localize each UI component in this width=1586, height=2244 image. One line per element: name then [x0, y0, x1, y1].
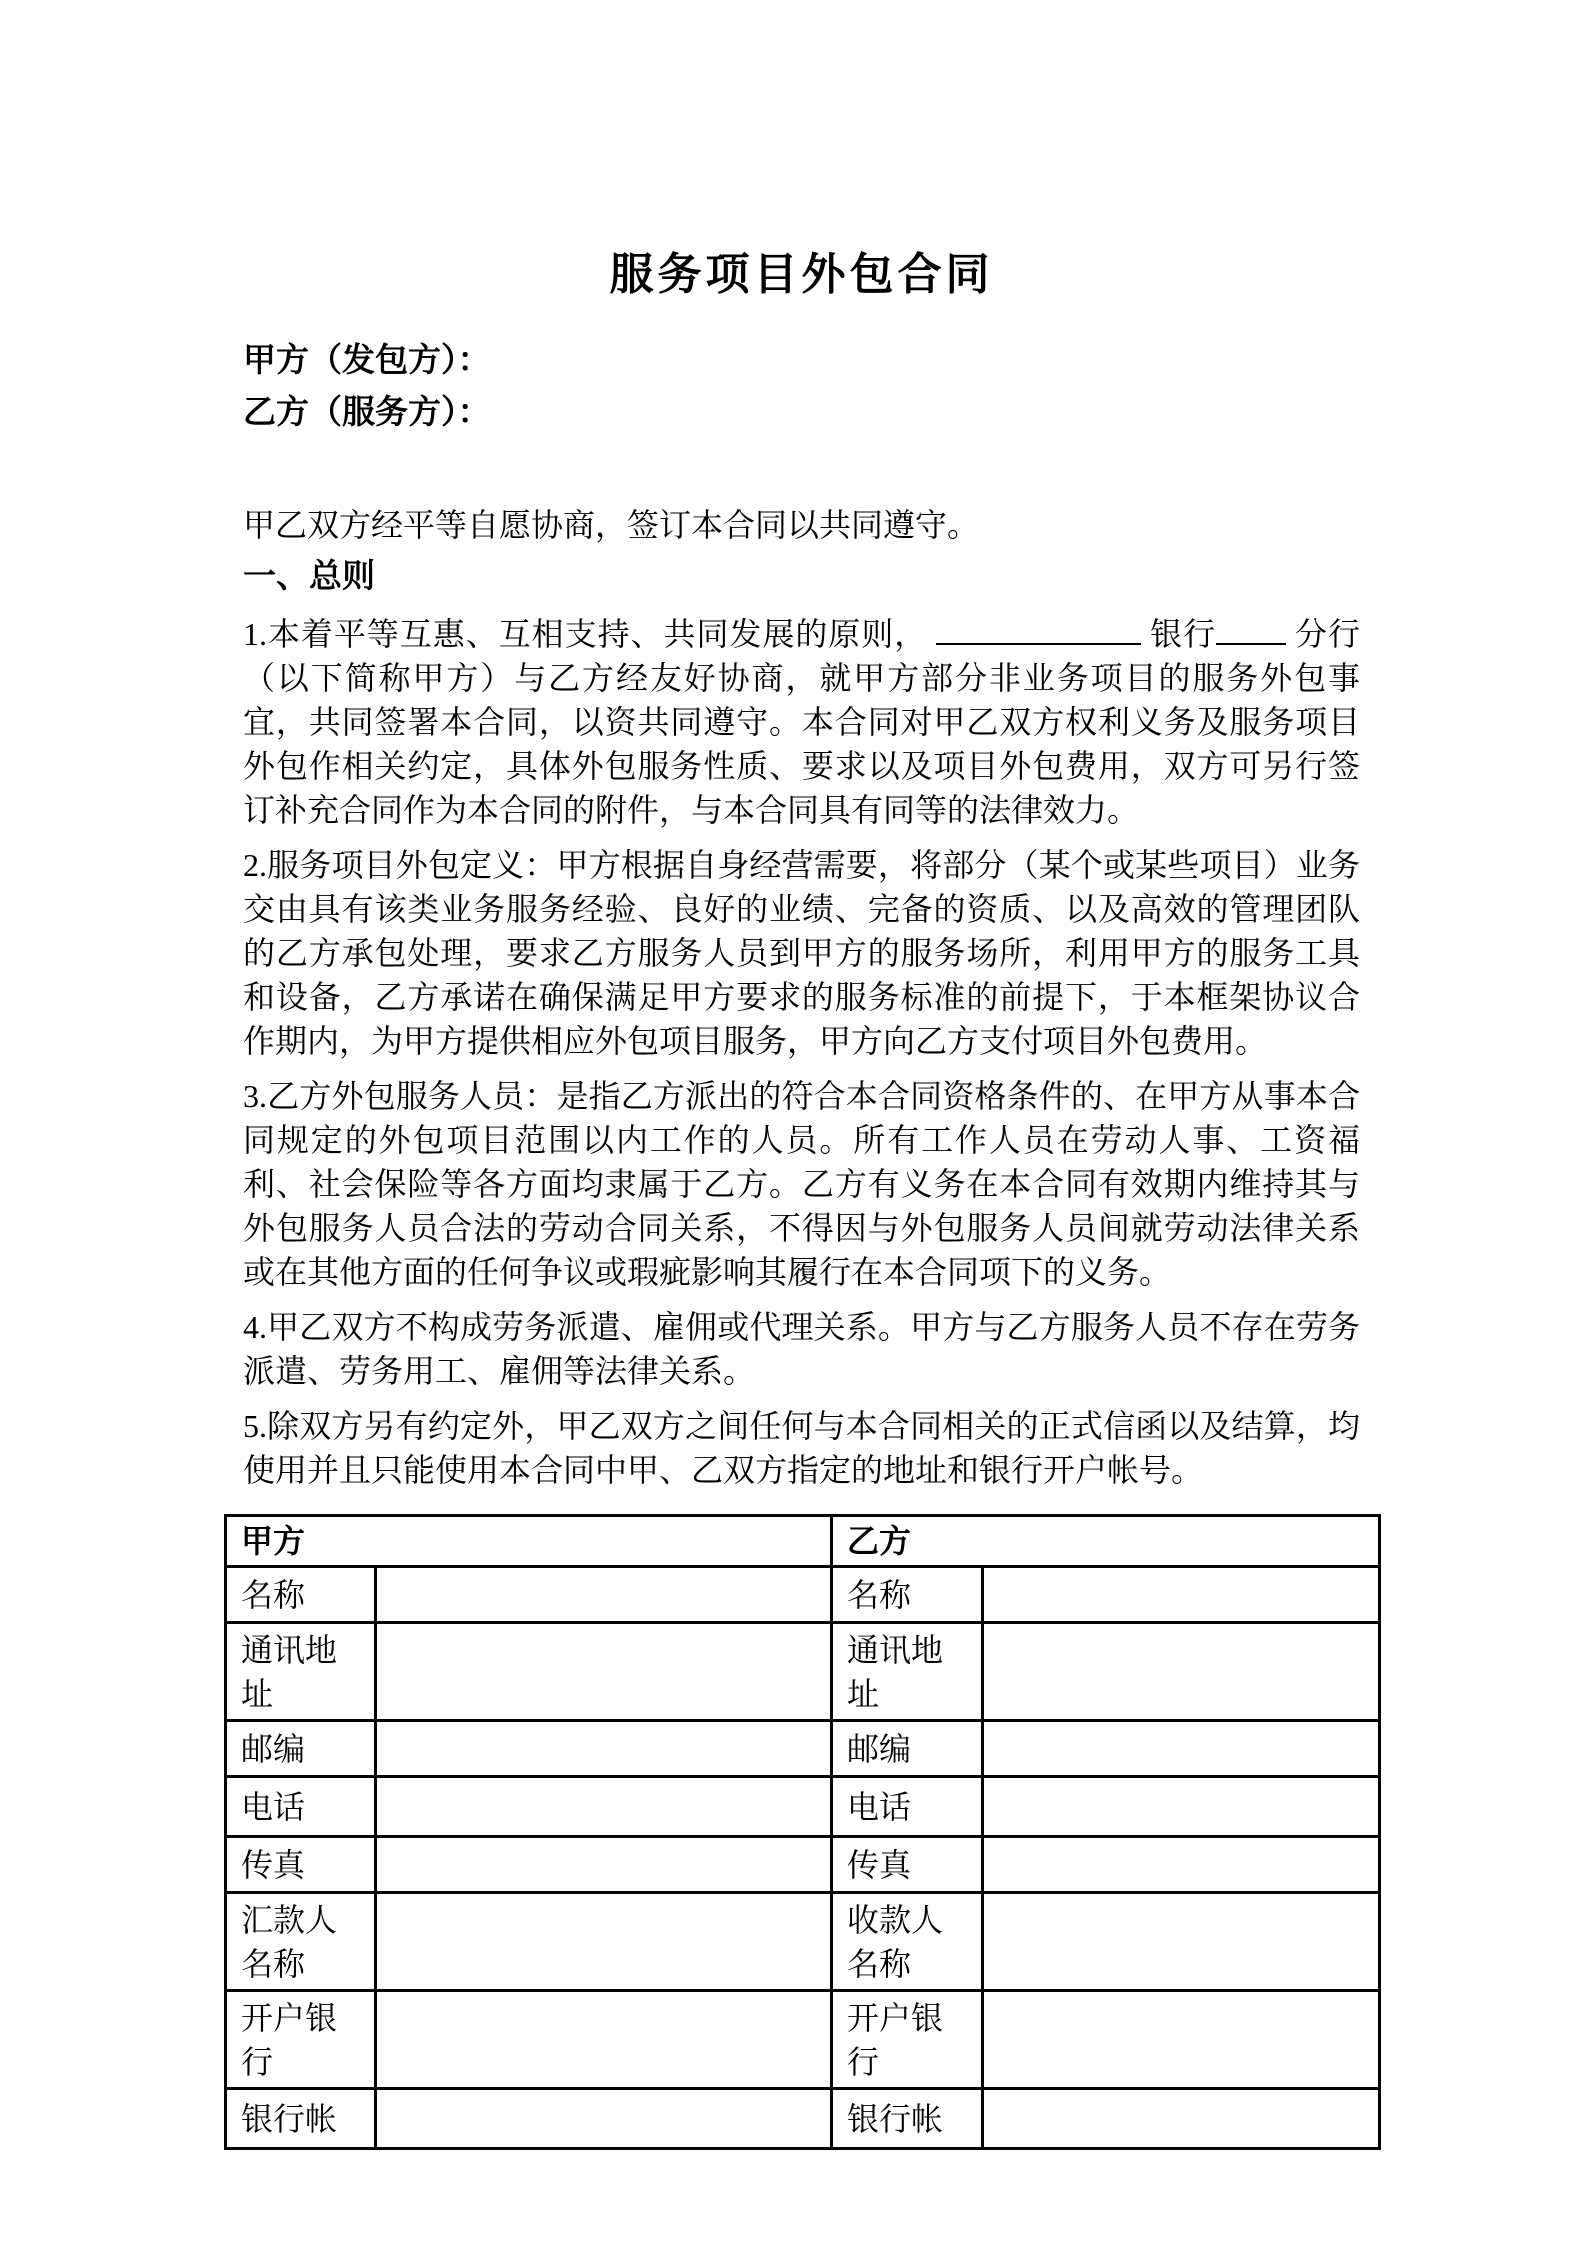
- party-a-line: 甲方（发包方）：: [243, 343, 491, 379]
- table-header-party-a: 甲方: [226, 1516, 832, 1567]
- table-cell-label: 汇款人名称: [226, 1893, 376, 1991]
- table-cell-value: [983, 1893, 1380, 1991]
- table-cell-label: 银行帐: [226, 2089, 376, 2149]
- clause-1-rest: （以下简称甲方）与乙方经友好协商，就甲方部分非业务项目的服务外包事宜，共同签署本合同，以资共同遵守。本合同对甲乙双方权利义务及服务项目外包作相关约定，具体外包服务性质、要求以及项目外包费用，双方可另行签订补充合同作为本合同的附件，与本合同具有同等的法律效力。: [243, 660, 1360, 828]
- bank-name-blank: [936, 611, 1141, 645]
- table-row-remitter-name: [226, 1893, 1380, 1991]
- table-cell-label: 开户银行: [832, 1991, 983, 2089]
- table-cell-value: [983, 1837, 1380, 1893]
- table-row-phone: [226, 1777, 1380, 1837]
- table-cell-value: [983, 1623, 1380, 1721]
- table-cell-label: 收款人名称: [832, 1893, 983, 1991]
- table-cell-value: [983, 1777, 1380, 1837]
- table-cell-label: 邮编: [832, 1721, 983, 1777]
- table-cell-label: 电话: [226, 1777, 376, 1837]
- clause-1-lead: 1.本着平等互惠、互相支持、共同发展的原则，: [243, 616, 928, 652]
- table-cell-value: [376, 1721, 832, 1777]
- clause-1-bank-word: 银行: [1150, 616, 1217, 652]
- table-cell-value: [983, 2089, 1380, 2149]
- table-row-address: [226, 1623, 1380, 1721]
- party-b-line: 乙方（服务方）：: [243, 395, 491, 431]
- clause-5: 5.除双方另有约定外，甲乙双方之间任何与本合同相关的正式信函以及结算，均使用并且只能使用本合同中甲、乙双方指定的地址和银行开户帐号。: [243, 1408, 1360, 1488]
- table-cell-value: [376, 1623, 832, 1721]
- section-heading: 一、总则: [243, 559, 375, 595]
- table-row-bank: [226, 1991, 1380, 2089]
- table-cell-label: 开户银行: [226, 1991, 376, 2089]
- table-cell-value: [376, 1991, 832, 2089]
- table-header-row: [226, 1516, 1380, 1567]
- table-cell-value: [376, 1777, 832, 1837]
- branch-name-blank: [1216, 611, 1286, 645]
- table-cell-value: [376, 2089, 832, 2149]
- clause-1-branch-word: 分行: [1295, 616, 1360, 652]
- clause-4: 4.甲乙双方不构成劳务派遣、雇佣或代理关系。甲方与乙方服务人员不存在劳务派遣、劳务用工、雇佣等法律关系。: [243, 1309, 1360, 1389]
- document-title: 服务项目外包合同: [609, 250, 994, 299]
- table-cell-value: [376, 1893, 832, 1991]
- table-cell-label: 名称: [226, 1567, 376, 1623]
- table-cell-label: 银行帐: [832, 2089, 983, 2149]
- table-row-postcode: [226, 1721, 1380, 1777]
- table-cell-value: [376, 1567, 832, 1623]
- clause-2: 2.服务项目外包定义：甲方根据自身经营需要，将部分（某个或某些项目）业务交由具有该类业务服务经验、良好的业绩、完备的资质、以及高效的管理团队的乙方承包处理，要求乙方服务人员到甲方的服务场所，利用甲方的服务工具和设备，乙方承诺在确保满足甲方要求的服务标准的前提下，于本框架协议合作期内，为甲方提供相应外包项目服务，甲方向乙方支付项目外包费用。: [243, 847, 1360, 1059]
- table-row-name: [226, 1567, 1380, 1623]
- table-cell-label: 传真: [226, 1837, 376, 1893]
- table-cell-value: [983, 1991, 1380, 2089]
- table-cell-label: 名称: [832, 1567, 983, 1623]
- table-cell-label: 邮编: [226, 1721, 376, 1777]
- table-cell-value: [983, 1721, 1380, 1777]
- table-cell-label: 通讯地址: [832, 1623, 983, 1721]
- contact-info-table: [224, 1514, 1381, 2150]
- table-cell-label: 通讯地址: [226, 1623, 376, 1721]
- intro-line: 甲乙双方经平等自愿协商，签订本合同以共同遵守。: [243, 507, 980, 543]
- table-cell-label: 传真: [832, 1837, 983, 1893]
- clause-1: [243, 611, 1360, 832]
- table-cell-value: [983, 1567, 1380, 1623]
- table-header-party-b: 乙方: [832, 1516, 1380, 1567]
- clause-3: 3.乙方外包服务人员：是指乙方派出的符合本合同资格条件的、在甲方从事本合同规定的外包项目范围以内工作的人员。所有工作人员在劳动人事、工资福利、社会保险等各方面均隶属于乙方。乙方有义务在本合同有效期内维持其与外包服务人员合法的劳动合同关系，不得因与外包服务人员间就劳动法律关系或在其他方面的任何争议或瑕疵影响其履行在本合同项下的义务。: [243, 1078, 1360, 1290]
- table-cell-label: 电话: [832, 1777, 983, 1837]
- table-row-fax: [226, 1837, 1380, 1893]
- table-row-bank-account: [226, 2089, 1380, 2149]
- table-cell-value: [376, 1837, 832, 1893]
- document-content: [243, 0, 1360, 2150]
